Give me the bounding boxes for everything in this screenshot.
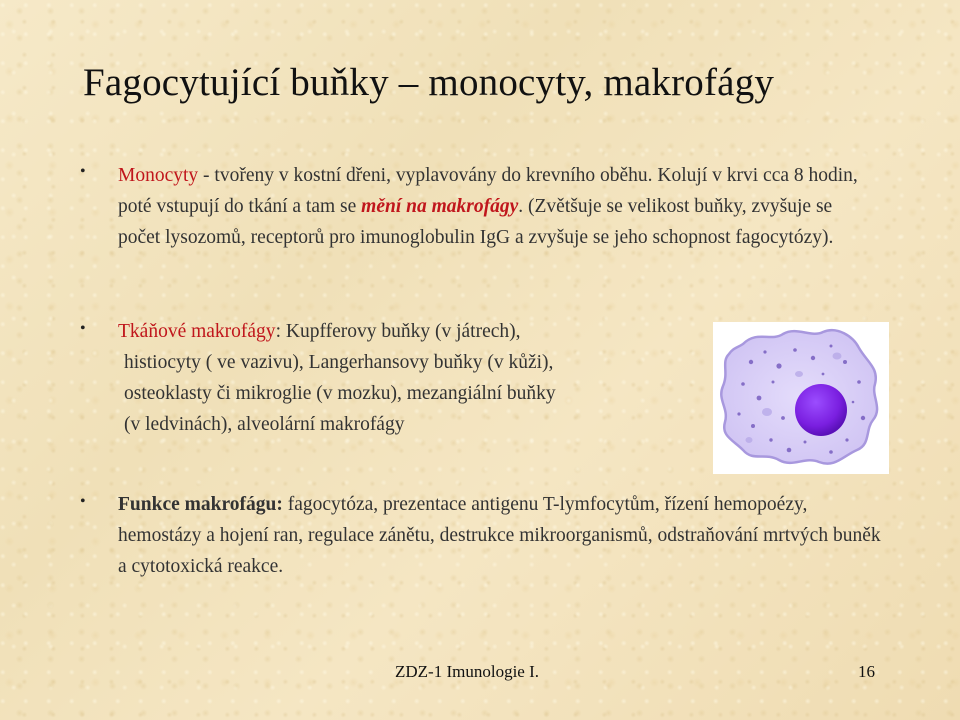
bullet-marker: • <box>80 163 86 180</box>
footer-page-number: 16 <box>858 662 875 681</box>
macrophage-cell-icon <box>713 322 889 474</box>
term-funkce-makrofagu: Funkce makrofágu: <box>118 494 283 515</box>
term-tkanove-makrofagy: Tkáňové makrofágy <box>118 321 276 342</box>
bullet-marker: • <box>80 493 86 510</box>
macrophage-cell-figure <box>713 322 889 474</box>
bullet-tkanove-makrofagy <box>118 316 698 440</box>
emph-meni-na-makrofagy: mění na makrofágy <box>361 196 519 217</box>
funkce-text: fagocytóza, prezentace antigenu T-lymfocytům, řízení hemopoézy, hemostázy a hojení ran, regulace zánětu, destrukce mikroorganismů, odstraňování mrtvých buněk a cytotoxická reakce. <box>118 494 881 577</box>
tkanove-line-3: osteoklasty či mikroglie (v mozku), mezangiální buňky <box>124 383 556 404</box>
bullet-monocyty <box>118 160 878 253</box>
term-monocyty: Monocyty <box>118 165 199 186</box>
monocyty-text-part-1: - tvořeny v kostní dřeni, vyplavovány do krevního oběhu. Kolují v krvi cca 8 hodin, poté vstupují do tkání a tam se <box>118 165 858 217</box>
tkanove-line-4: (v ledvinách), alveolární makrofágy <box>124 414 405 435</box>
cell-nucleus <box>795 384 847 436</box>
footer-course: ZDZ-1 Imunologie I. <box>395 662 539 681</box>
tkanove-line-1: Kupfferovy buňky (v játrech), <box>280 321 521 342</box>
bullet-marker: • <box>80 320 86 337</box>
slide-title: Fagocytující buňky – monocyty, makrofágy <box>83 61 775 104</box>
term-colon: : <box>275 321 281 342</box>
bullet-funkce-makrofagu <box>118 489 888 582</box>
tkanove-line-2: histiocyty ( ve vazivu), Langerhansovy buňky (v kůži), <box>124 352 554 373</box>
monocyty-text-part-2: . (Zvětšuje se velikost buňky, zvyšuje se počet lysozomů, receptorů pro imunoglobulin IgG a zvyšuje se jeho schopnost fagocytózy). <box>118 196 834 248</box>
